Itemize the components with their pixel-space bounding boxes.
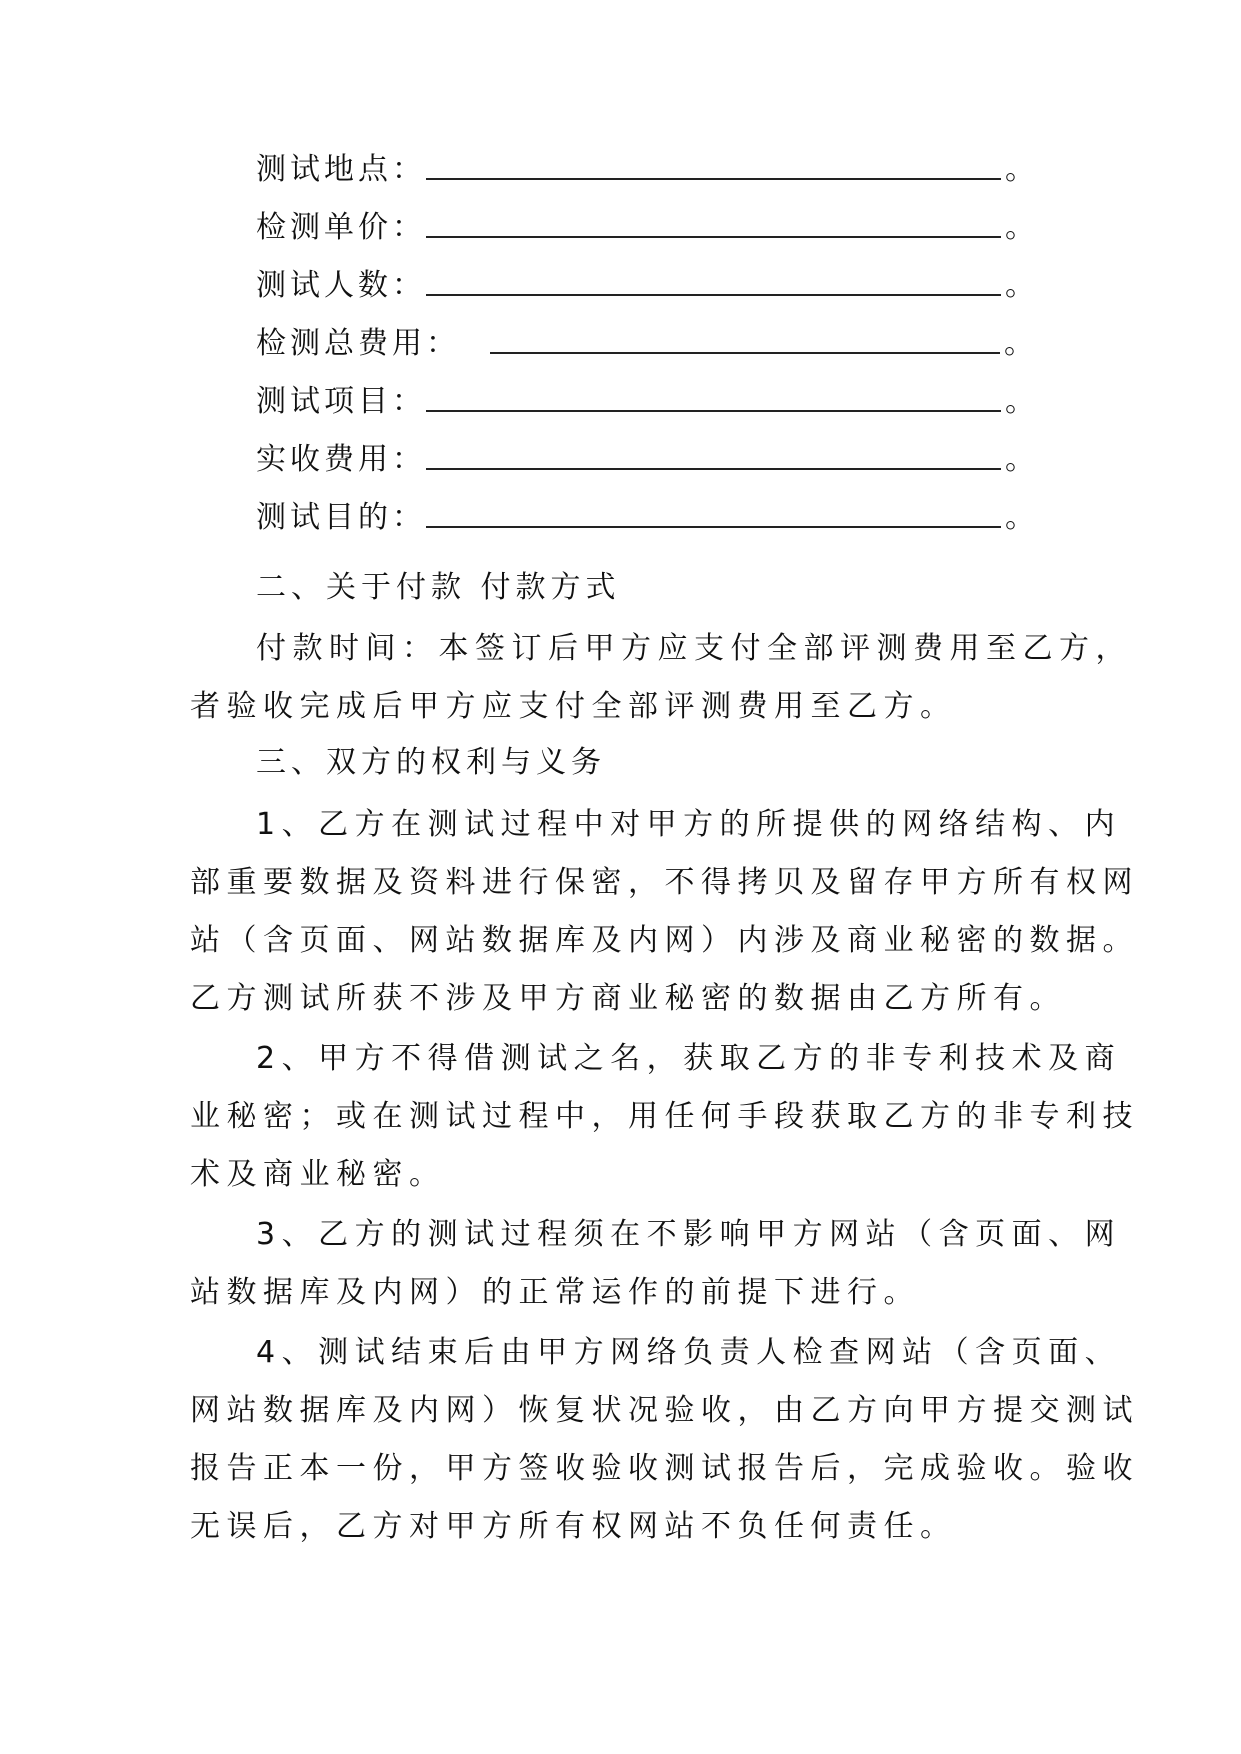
fill-in-blank [426, 525, 1001, 528]
field-unit-price [256, 206, 1039, 246]
payment-paragraph [190, 620, 1132, 736]
paragraph-line: 术及商业秘密。 [190, 1157, 446, 1192]
fill-in-blank [490, 351, 1000, 354]
fill-in-blank [426, 409, 1001, 412]
paragraph-line: 乙方测试所获不涉及甲方商业秘密的数据由乙方所有。 [190, 981, 1066, 1016]
clause-4-paragraph [190, 1324, 1139, 1556]
field-total-fee [256, 322, 1038, 362]
field-received-fee [256, 438, 1039, 478]
paragraph-line: 3、乙方的测试过程须在不影响甲方网站（含页面、网 [256, 1217, 1122, 1252]
field-test-purpose [256, 496, 1039, 536]
section-2-heading: 二、关于付款 付款方式 [256, 570, 621, 605]
clause-3-paragraph [190, 1206, 1122, 1322]
paragraph-line: 付款时间：本签订后甲方应支付全部评测费用至乙方， [256, 631, 1132, 666]
fill-in-blank [426, 293, 1001, 296]
field-period: 。 [1005, 210, 1039, 245]
paragraph-line: 网站数据库及内网）恢复状况验收，由乙方向甲方提交测试 [190, 1393, 1139, 1428]
paragraph-line: 4、测试结束后由甲方网络负责人检查网站（含页面、 [256, 1335, 1122, 1370]
field-label: 测试人数： [256, 268, 426, 303]
field-test-location [256, 148, 1039, 188]
paragraph-line: 2、甲方不得借测试之名，获取乙方的非专利技术及商 [256, 1041, 1122, 1076]
paragraph-line: 者验收完成后甲方应支付全部评测费用至乙方。 [190, 689, 957, 724]
paragraph-line: 站数据库及内网）的正常运作的前提下进行。 [190, 1275, 920, 1310]
field-period: 。 [1005, 268, 1039, 303]
field-period: 。 [1005, 384, 1039, 419]
field-label: 测试项目： [256, 384, 426, 419]
field-period: 。 [1005, 152, 1039, 187]
paragraph-line: 站（含页面、网站数据库及内网）内涉及商业秘密的数据。 [190, 923, 1139, 958]
field-test-items [256, 380, 1039, 420]
paragraph-line: 部重要数据及资料进行保密，不得拷贝及留存甲方所有权网 [190, 865, 1139, 900]
field-label: 检测总费用： [256, 326, 460, 361]
field-period: 。 [1004, 326, 1038, 361]
field-label: 实收费用： [256, 442, 426, 477]
paragraph-line: 报告正本一份，甲方签收验收测试报告后，完成验收。验收 [190, 1451, 1139, 1486]
paragraph-line: 无误后，乙方对甲方所有权网站不负任何责任。 [190, 1509, 957, 1544]
paragraph-line: 1、乙方在测试过程中对甲方的所提供的网络结构、内 [256, 807, 1122, 842]
field-period: 。 [1005, 500, 1039, 535]
paragraph-line: 业秘密；或在测试过程中，用任何手段获取乙方的非专利技 [190, 1099, 1139, 1134]
field-tester-count [256, 264, 1039, 304]
fill-in-blank [426, 467, 1001, 470]
field-period: 。 [1005, 442, 1039, 477]
field-label: 测试地点： [256, 152, 426, 187]
field-label: 测试目的： [256, 500, 426, 535]
field-label: 检测单价： [256, 210, 426, 245]
section-3-heading: 三、双方的权利与义务 [256, 745, 606, 780]
fill-in-blank [426, 235, 1001, 238]
clause-2-paragraph [190, 1030, 1139, 1204]
clause-1-paragraph [190, 796, 1139, 1028]
fill-in-blank [426, 177, 1001, 180]
